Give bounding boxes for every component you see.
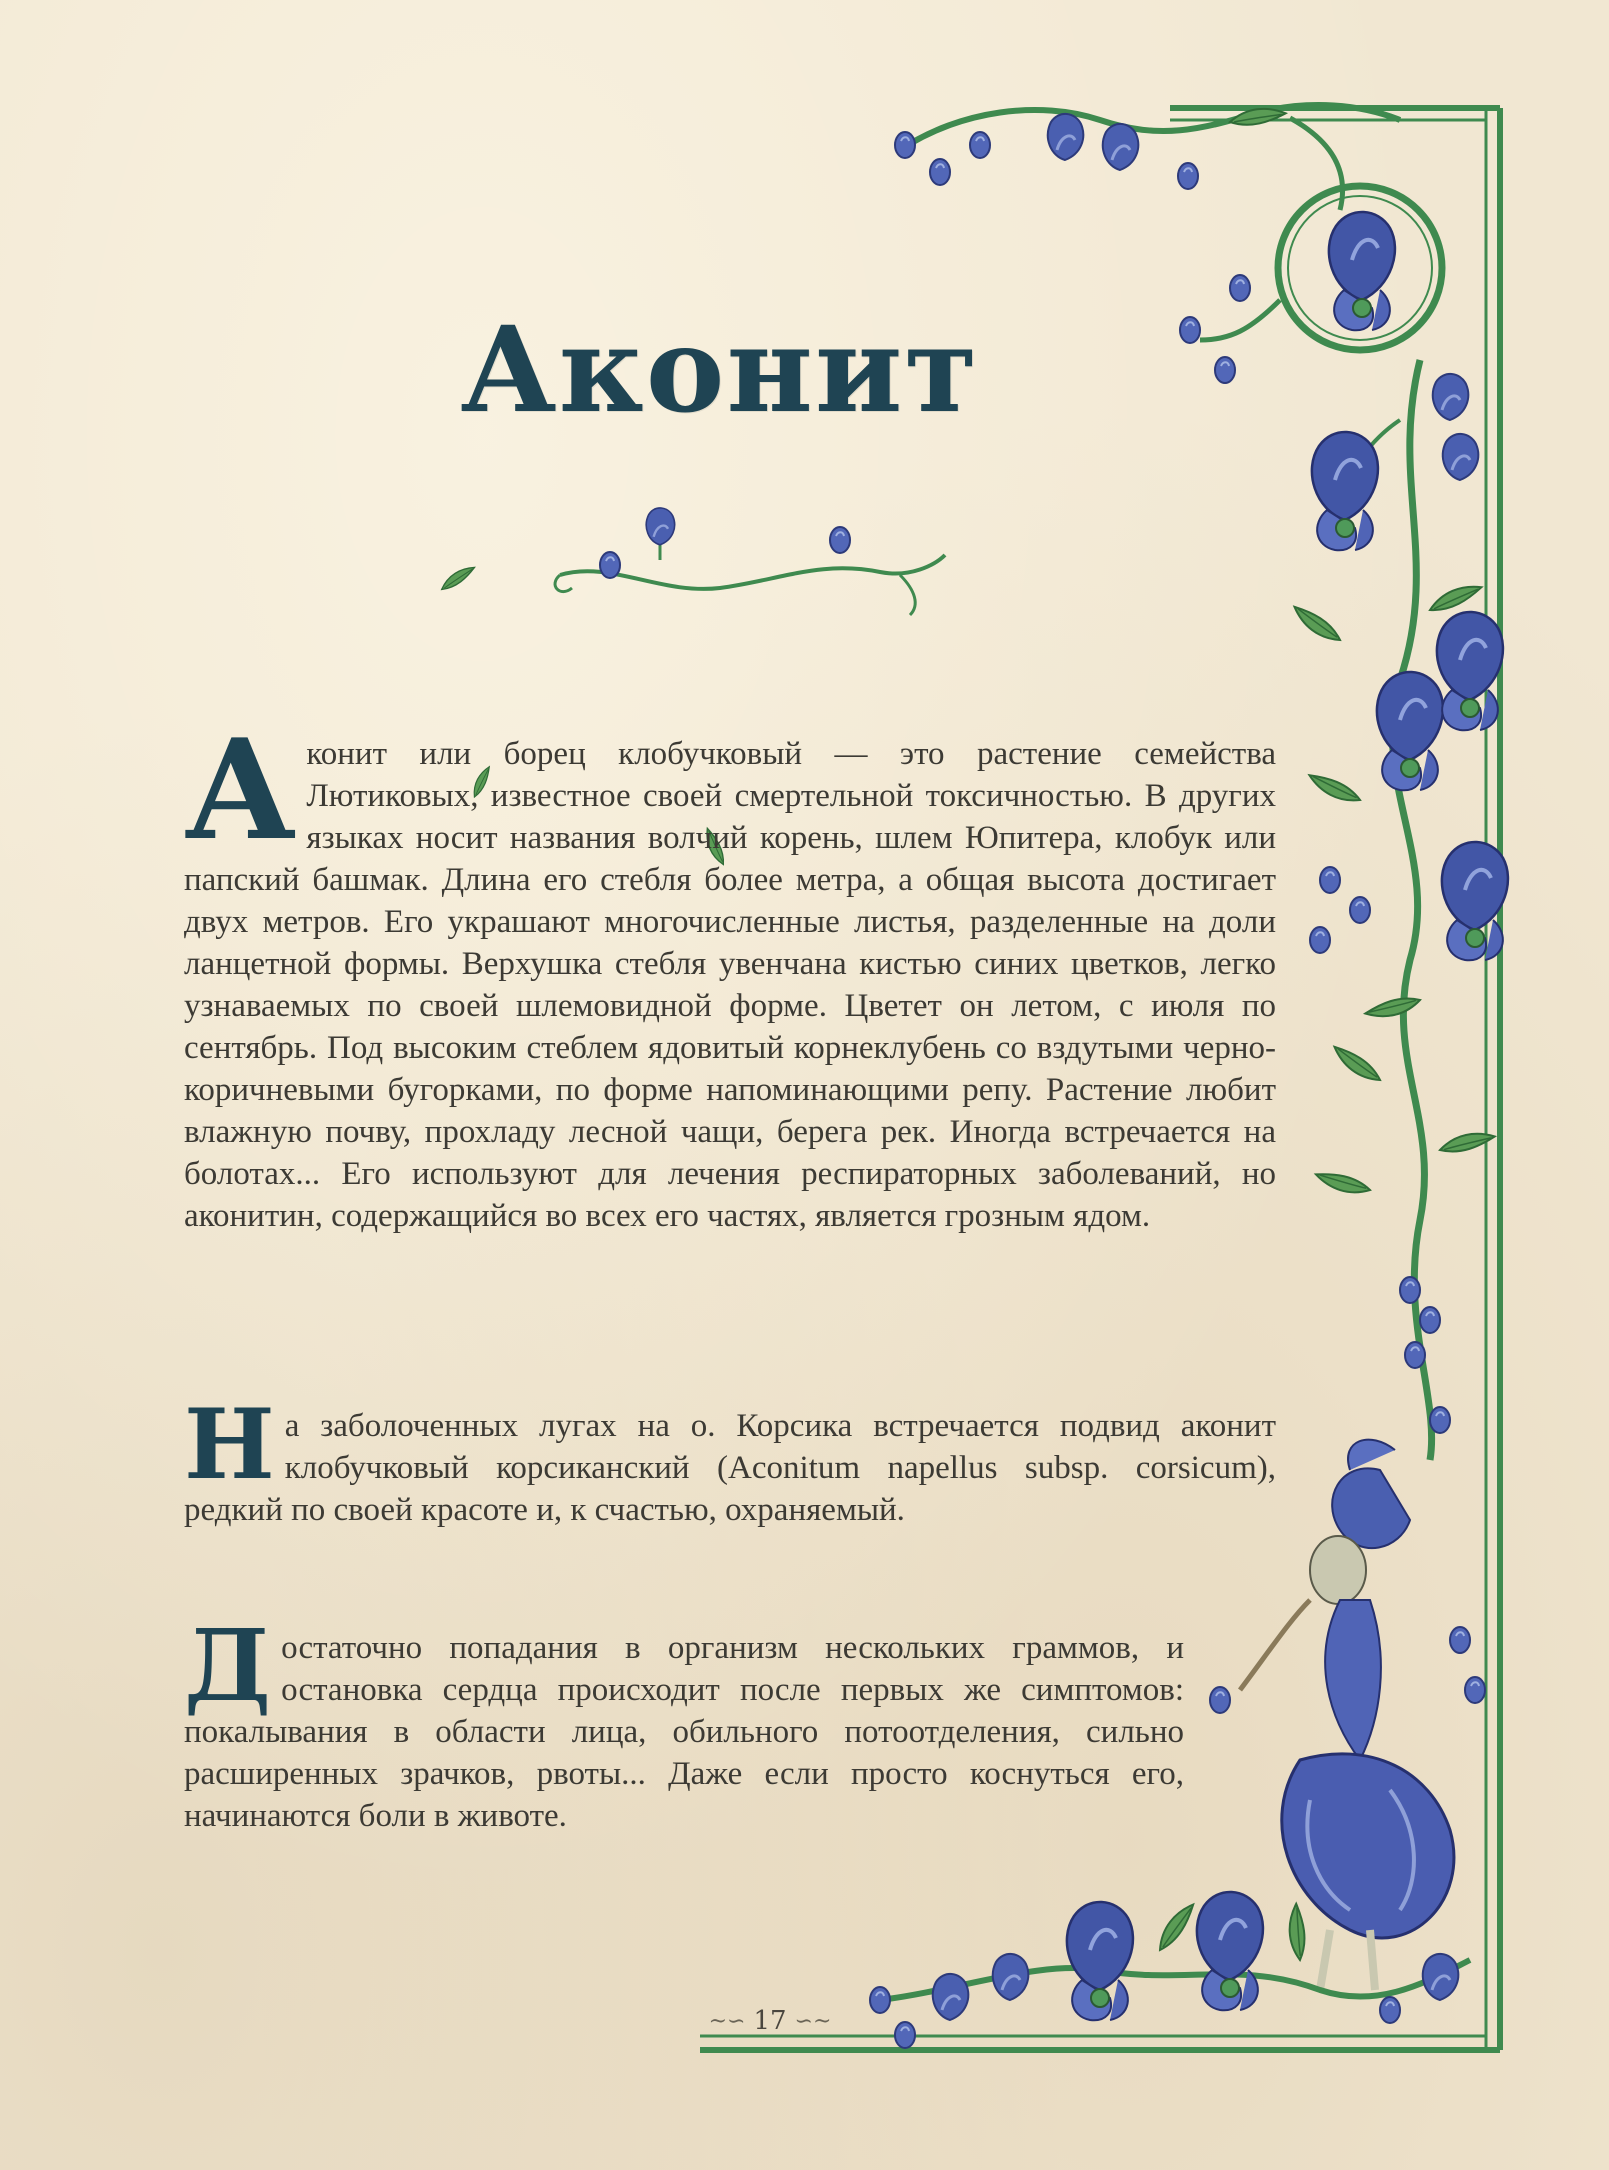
- page-number: 17: [753, 2006, 787, 2036]
- paragraph-3: [184, 1609, 1184, 1837]
- drop-cap: Н: [184, 1388, 275, 1501]
- page-number-footer: [690, 2004, 850, 2038]
- paragraph-2: [184, 1388, 1276, 1531]
- left-flourish-icon: ~∽: [708, 2008, 746, 2034]
- paragraph-1: [184, 708, 1276, 1237]
- corner-medallion: [1180, 186, 1442, 383]
- drop-cap: А: [184, 708, 297, 871]
- page-title: Аконит: [460, 300, 980, 439]
- right-flourish-icon: ∽~: [794, 2008, 832, 2034]
- paragraph-text: а заболоченных лугах на о. Корсика встречается подвид аконит клобучковый корсиканский (Aconitum napellus subsp. corsicum), редкий по своей красоте и, к счастью, охраняемый.: [184, 1408, 1276, 1528]
- paragraph-text: конит или борец клобучковый — это растение семейства Лютиковых, известное своей смертельной токсичностью. В других языках носит названия волчий корень, шлем Юпитера, клобук или папский башмак. Длина его стебля более метра, а общая высота достигает двух метров. Его украшают многочисленные листья, разделенные на доли ланцетной формы. Верхушка стебля увенчана кистью синих цветков, легко узнаваемых по своей шлемовидной форме. Цветет он летом, с июля по сентябрь. Под высоким стеблем ядовитый корнеклубень со вздутыми черно-коричневыми бугорками, по форме напоминающими репу. Растение любит влажную почву, прохладу лесной чащи, берега рек. Иногда встречается на болотах... Его используют для лечения респираторных заболеваний, но аконитин, содержащийся во всех его частях, является грозным ядом.: [184, 736, 1276, 1234]
- drop-cap: Д: [184, 1609, 272, 1724]
- right-vine: [1289, 360, 1508, 1460]
- paragraph-text: остаточно попадания в организм нескольких граммов, и остановка сердца происходит после первых же симптомов: покалывания в области лица, обильного потоотделения, сильно расширенных зрачков, рвоты... Даже если просто коснуться его, начинаются боли в животе.: [184, 1630, 1184, 1834]
